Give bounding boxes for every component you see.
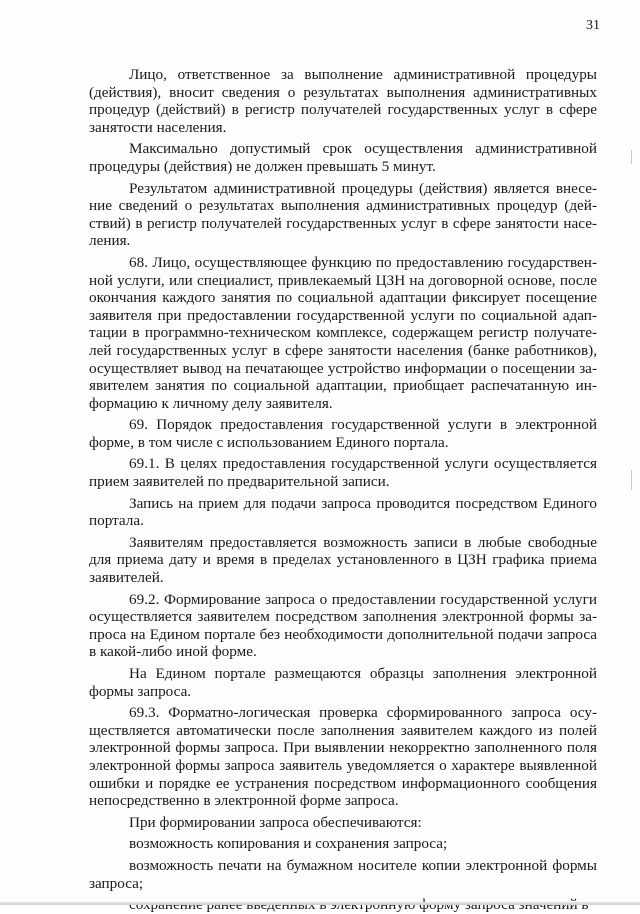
paragraph: При формировании запроса обеспечиваются: (129, 813, 422, 831)
paragraph: На Едином портале размещаются образцы заполнения электронной формы запроса. (89, 665, 597, 700)
page-number: 31 (586, 18, 600, 33)
paragraph: возможность копирования и сохранения запроса; (129, 835, 448, 853)
page-body (89, 66, 597, 914)
paragraph: Максимально допустимый срок осуществления административной процедуры (действия) не должен превышать 5 минут. (89, 140, 597, 175)
paragraph: Результатом административной процедуры (действия) является внесение сведений о результатах выполнения административных процедур (действий) в регистр получателей государственных услуг в сфере занятости населения. (89, 179, 597, 250)
paragraph: Лицо, ответственное за выполнение административной процедуры (действия), вносит сведения о результатах выполнения административных процедур (действий) в регистр получателей государственных услуг в сфере занятости населения. (89, 66, 597, 136)
scan-artifact (631, 150, 632, 164)
paragraph: 69.2. Формирование запроса о предоставлении государственной услуги осуществляется заявителем посредством заполнения электронной формы запроса на Едином портале без необходимости дополнительной подачи запроса в какой-либо иной форме. (89, 590, 597, 661)
scan-artifact (631, 470, 632, 490)
paragraph: 69. Порядок предоставления государственной услуги в электронной форме, в том числе с использованием Единого портала. (89, 416, 597, 451)
paragraph: 69.3. Форматно-логическая проверка сформированного запроса осуществляется автоматически после заполнения заявителем каждого из полей электронной формы запроса. При выявлении некорректно заполненного поля электронной формы запроса заявитель уведомляется о характере выявленной ошибки и порядке ее устранения посредством информационного сообщения непосредственно в электронной форме запроса. (89, 704, 597, 810)
paragraph: 68. Лицо, осуществляющее функцию по предоставлению государственной услуги, или специалист, привлекаемый ЦЗН на договорной основе, после окончания каждого занятия по социальной адаптации фиксирует посещение заявителя при предоставлении государственной услуги по социальной адаптации в программно-техническом комплексе, содержащем регистр получателей государственных услуг в сфере занятости населения (банке работников), осуществляет вывод на печатающее устройство информации о посещении заявителем занятия по социальной адаптации, приобщает распечатанную информацию к личному делу заявителя. (89, 253, 597, 412)
paragraph: Заявителям предоставляется возможность записи в любые свободные для приема дату и время в пределах установленного в ЦЗН графика приема заявителей. (89, 533, 597, 587)
paragraph: Запись на прием для подачи запроса проводится посредством Единого портала. (89, 494, 597, 530)
paragraph: возможность печати на бумажном носителе копии электронной формы запроса; (89, 856, 597, 892)
paragraph: 69.1. В целях предоставления государственной услуги осуществляется прием заявителей по предварительной записи. (89, 455, 597, 491)
